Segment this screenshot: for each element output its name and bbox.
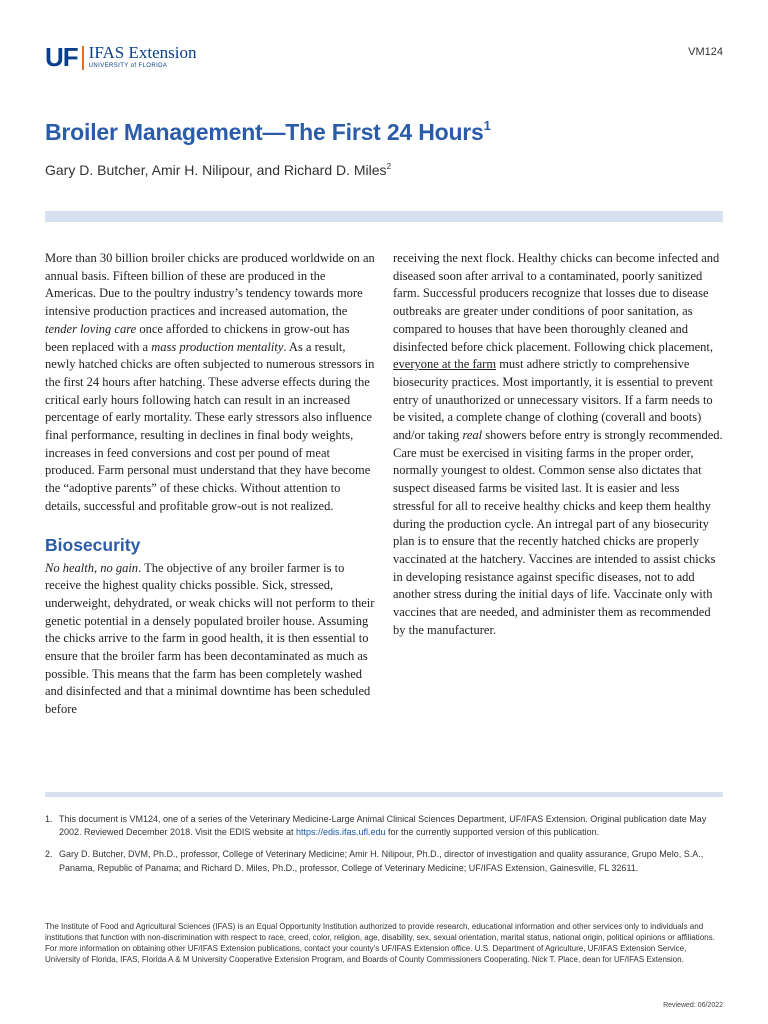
- biosecurity-text-1: . The objective of any broiler farmer is to receive the highest quality chicks possible. Sick, stressed, underweight, dehydrated, or weak chicks will not perform to their genetic potential in a densely populated broiler house. Assuming the chicks arrive to the farm in good health, it is then essential to ensure that the broiler farm has been decontaminated as much as possible. This means that the farm has been completely washed and disinfected and that a minimal downtime has been scheduled before: [45, 560, 375, 717]
- biosecurity-emphasis-1: No health, no gain: [45, 560, 139, 575]
- ufifas-logo: [45, 44, 197, 70]
- left-column: [45, 250, 375, 719]
- title-text: Broiler Management—The First 24 Hours: [45, 119, 484, 145]
- biosecurity-text-2: receiving the next flock. Healthy chicks can become infected and diseased soon after arrival to a contaminated, poorly sanitized farm. Successful producers recognize that losses due to disease outbreaks are greater under conditions of poor sanitation, as compared to houses that have been thoroughly cleaned and disinfected before chick placement. Following chick placement,: [393, 251, 720, 354]
- authors-line: [45, 162, 391, 178]
- logo-divider: [82, 46, 84, 70]
- authors-text: Gary D. Butcher, Amir H. Nilipour, and Richard D. Miles: [45, 162, 387, 178]
- logo-uf-mark: UF: [45, 42, 78, 72]
- biosecurity-underlined: everyone at the farm: [393, 357, 497, 372]
- biosecurity-emphasis-2: real: [462, 428, 483, 443]
- intro-text-2: once afforded to chickens in grow-out has been replaced with a: [45, 321, 350, 354]
- logo-wordmark: [89, 44, 197, 70]
- footnote-1: [45, 813, 723, 839]
- footnote-text: Gary D. Butcher, DVM, Ph.D., professor, College of Veterinary Medicine; Amir H. Nilipour, Ph.D., director of investigation and quality assurance, Grupo Melo, S.A., Panama, Republic of Panama; and Richard D. Miles, Ph.D., professor, College of Veterinary Medicine; UF/IFAS Extension, Gainesville, FL 32611.: [59, 849, 704, 873]
- footnote-text: [59, 813, 723, 839]
- title-footnote-mark[interactable]: 1: [483, 118, 491, 133]
- title-divider-band: [45, 211, 723, 222]
- reviewed-date: Reviewed: 06/2022: [663, 1002, 723, 1009]
- biosecurity-paragraph-part-2: [393, 250, 723, 639]
- biosecurity-text-4: showers before entry is strongly recommended. Care must be exercised in visiting farms in the proper order, normally youngest to oldest. Common sense also dictates that suspect diseased farms be visited last. It is easier and less stressful for all to receive healthy chicks and keep them healthy during the production cycle. An intregal part of any biosecurity plan is to ensure that the recently hatched chicks are properly vaccinated at the hatchery. Vaccines are intended to assist chicks in developing resistance against specific diseases, not to add another stress during the initial days of life. Vaccinate only with vaccines that are needed, and administer them as recommended by the manufacturer.: [393, 428, 723, 637]
- footnotes: [45, 813, 723, 884]
- section-heading-biosecurity: Biosecurity: [45, 534, 141, 555]
- authors-footnote-mark[interactable]: 2: [386, 162, 392, 171]
- logo-university: UNIVERSITY of FLORIDA: [88, 63, 168, 69]
- biosecurity-text-3: must adhere strictly to comprehensive biosecurity practices. Most importantly, it is essential to prevent entry of unauthorized or unnecessary visitors. If a farm needs to be visited, a complete change of clothing (coverall and boots) and/or taking: [393, 357, 713, 443]
- footnote-number: 2.: [45, 849, 53, 860]
- intro-emphasis-2: mass production mentality: [151, 339, 284, 354]
- footnote-1-text-b: for the currently supported version of this publication.: [385, 827, 600, 838]
- document-code: VM124: [688, 46, 723, 58]
- biosecurity-paragraph-part-1: [45, 560, 375, 719]
- footnote-number: 1.: [45, 814, 53, 824]
- edis-link[interactable]: https://edis.ifas.ufl.edu: [295, 827, 386, 838]
- right-column: [393, 250, 723, 639]
- intro-paragraph: [45, 250, 375, 516]
- intro-emphasis-1: tender loving care: [45, 321, 137, 336]
- document-title: [45, 119, 491, 146]
- logo-ifas-extension: IFAS Extension: [88, 43, 197, 62]
- intro-text-1: More than 30 billion broiler chicks are produced worldwide on an annual basis. Fifteen billion of these are produced in the Americas. Due to the poultry industry’s tendency towards more intensive production practices and increased automation, the: [45, 251, 375, 319]
- footnote-1-text-a: This document is VM124, one of a series of the Veterinary Medicine-Large Animal Clinical Sciences Department, UF/IFAS Extension. Original publication date May 2002. Reviewed December 2018. Visit the EDIS website at: [59, 814, 707, 838]
- footnote-2: [45, 848, 723, 874]
- footnote-divider: [45, 792, 723, 797]
- legal-notice: The Institute of Food and Agricultural Sciences (IFAS) is an Equal Opportunity Institution authorized to provide research, educational information and other services only to individuals and institutions that function with non-discrimination with respect to race, creed, color, religion, age, disability, sex, sexual orientation, marital status, national origin, political opinions or affiliations. For more information on obtaining other UF/IFAS Extension publications, contact your county’s UF/IFAS Extension office. U.S. Department of Agriculture, UF/IFAS Extension Service, University of Florida, IFAS, Florida A & M University Cooperative Extension Program, and Boards of County Commissioners Cooperating. Nick T. Place, dean for UF/IFAS Extension.: [45, 922, 715, 964]
- intro-text-3: . As a result, newly hatched chicks are often subjected to numerous stressors in the first 24 hours after hatching. These adverse effects during the critical early hours following hatch can result in an increased percentage of early mortality. These early stressors also influence final performance, resulting in declines in final body weights, increases in feed conversions and cost per pound of meat produced. Farm personal must understand that they have become the “adoptive parents” of these chicks. Without attention to details, successful and profitable grow-out is not realized.: [45, 339, 375, 513]
